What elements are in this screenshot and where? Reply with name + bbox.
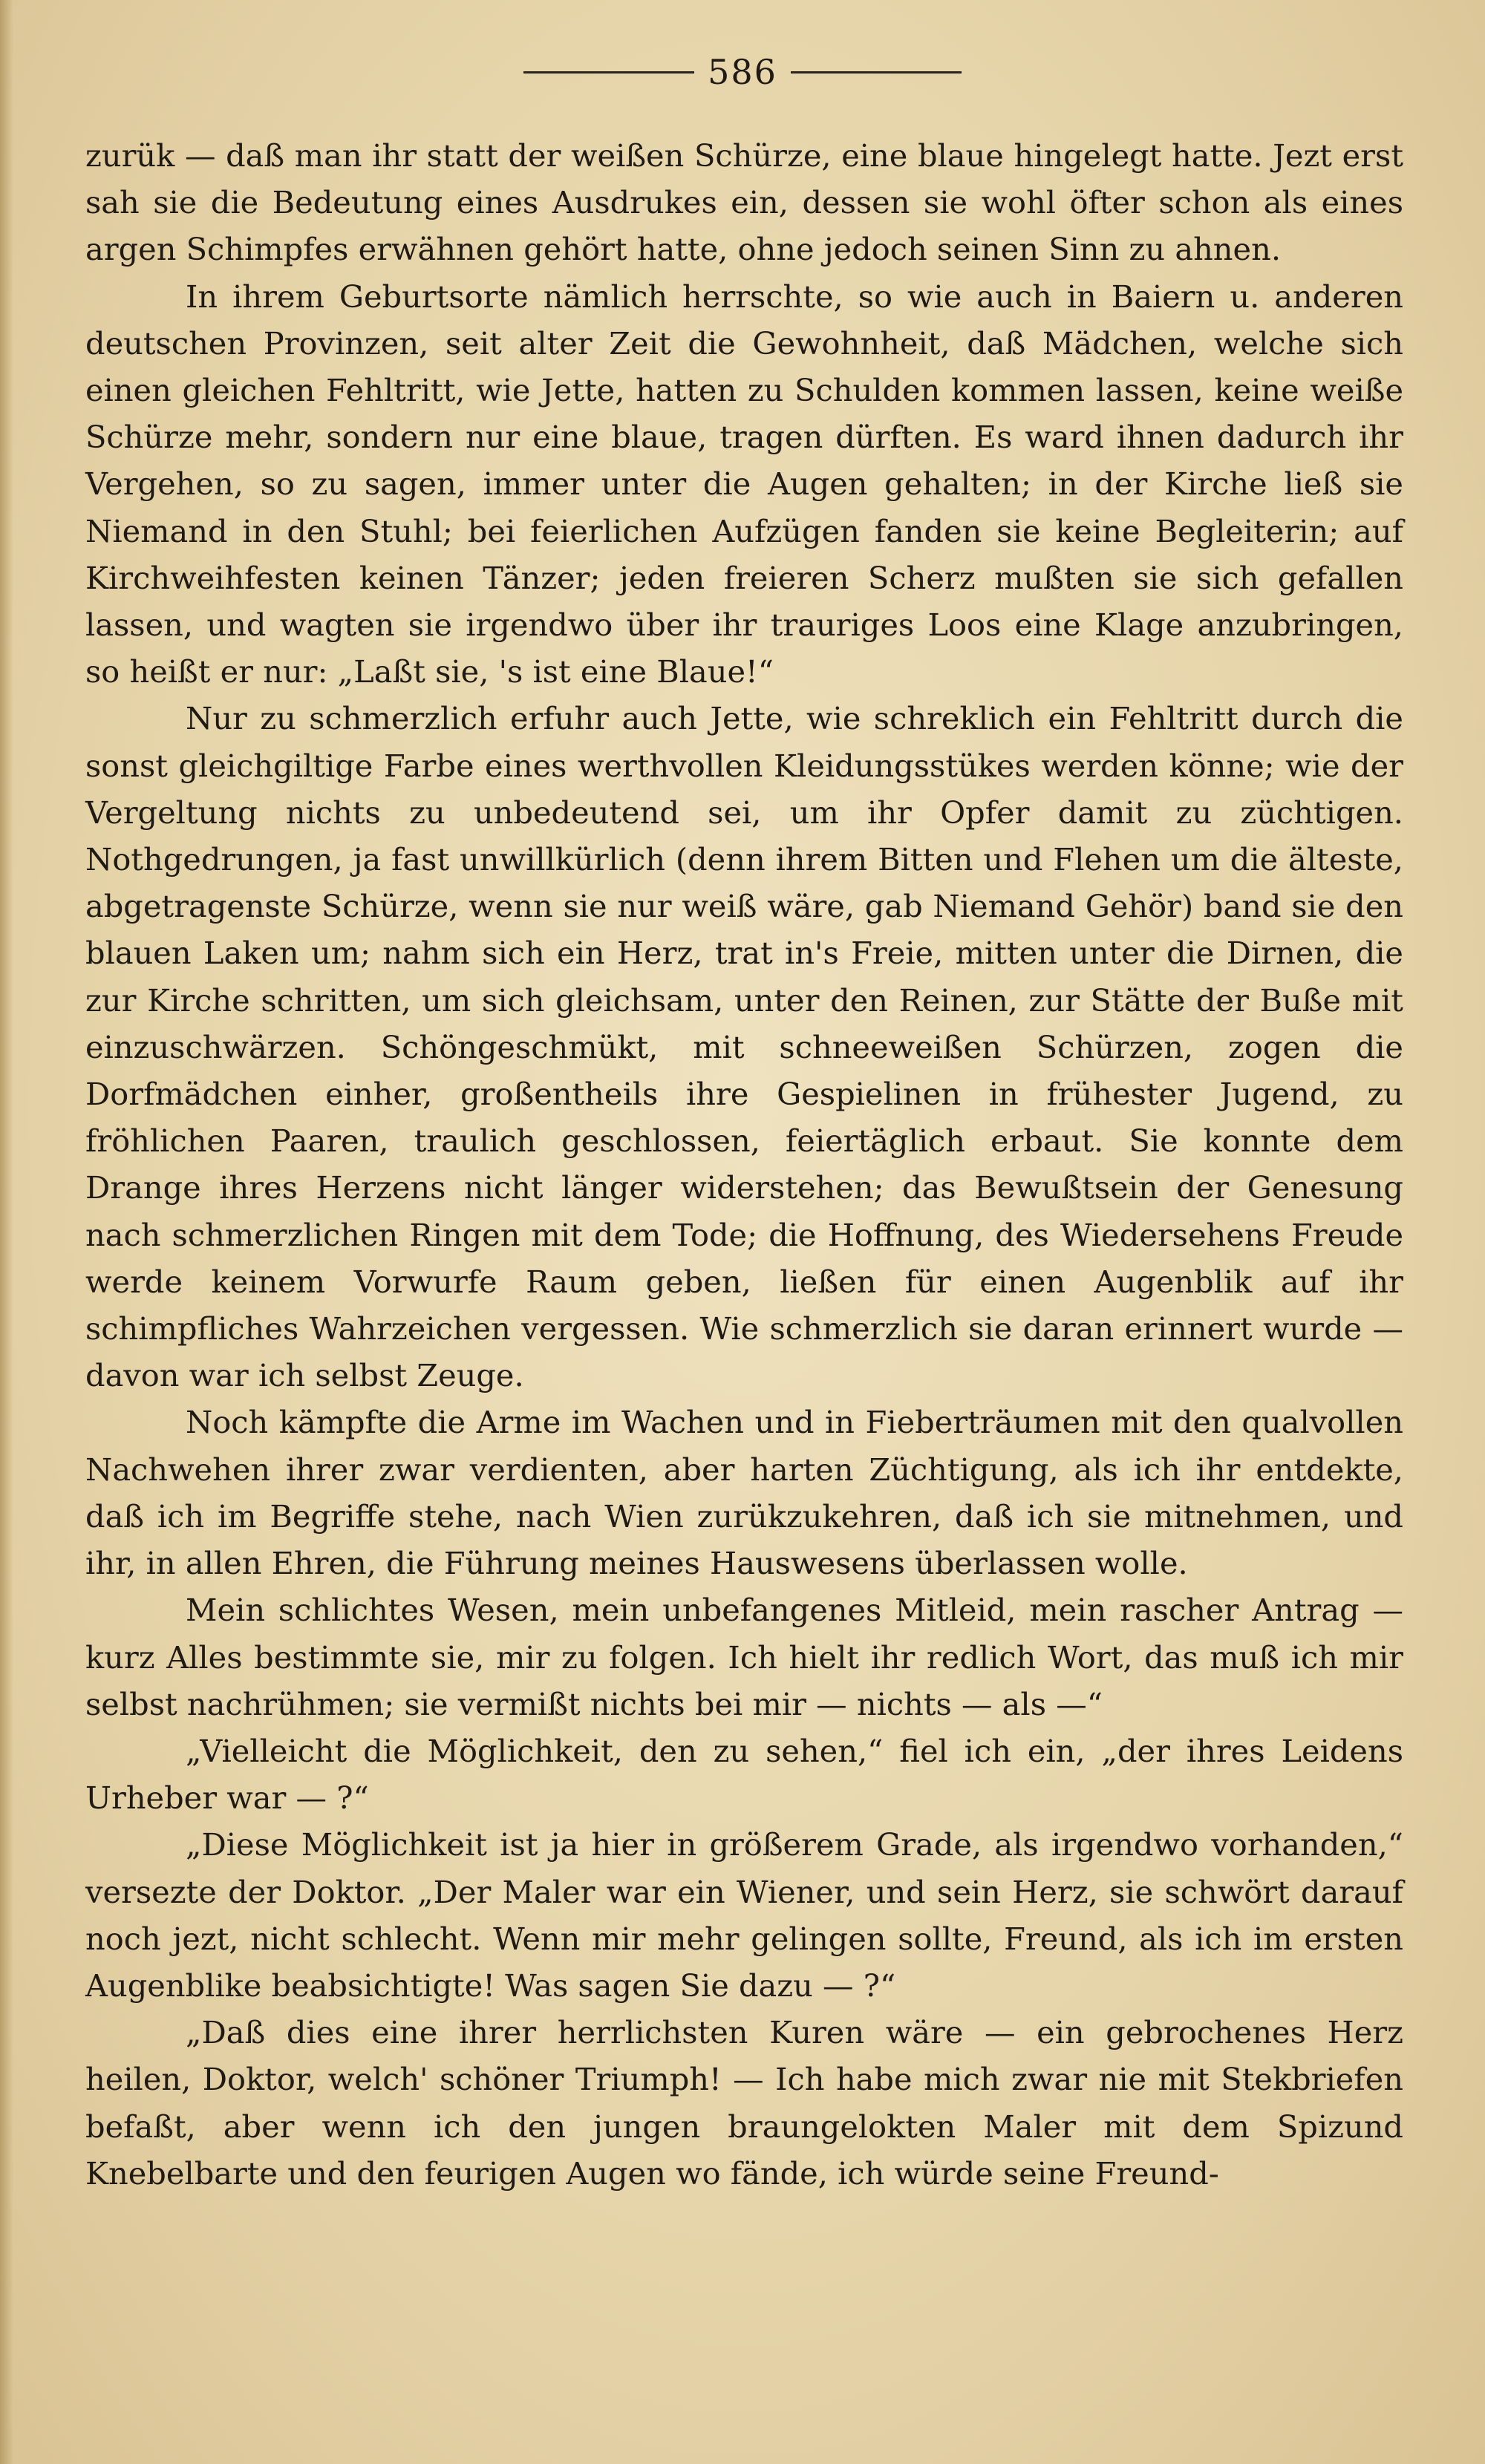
paragraph: Mein schlichtes Wesen, mein unbefangenes Mitleid, mein rascher Antrag — kurz Alles bestimmte sie, mir zu folgen. Ich hielt ihr redlich Wort, das muß ich mir selbst nachrühmen; sie vermißt nichts bei mir — nichts — als —“ (85, 1592, 1403, 1722)
paragraph: Noch kämpfte die Arme im Wachen und in Fieberträumen mit den qualvollen Nachwehen ihrer zwar verdienten, aber harten Züchtigung, als ich ihr entdekte, daß ich im Begriffe stehe, nach Wien zurükzukehren, daß ich sie mitnehmen, und ihr, in allen Ehren, die Führung meines Hauswesens überlassen wolle. (85, 1404, 1403, 1582)
page-header (0, 52, 1485, 92)
paragraph: Nur zu schmerzlich erfuhr auch Jette, wie schreklich ein Fehltritt durch die sonst gleichgiltige Farbe eines werthvollen Kleidungsstükes werden könne; wie der Vergeltung nichts zu unbedeutend sei, um ihr Opfer damit zu züchtigen. Nothgedrungen, ja fast unwillkürlich (denn ihrem Bitten und Flehen um die älteste, abgetragenste Schürze, wenn sie nur weiß wäre, gab Niemand Gehör) band sie den blauen Laken um; nahm sich ein Herz, trat in's Freie, mitten unter die Dirnen, die zur Kirche schritten, um sich gleichsam, unter den Reinen, zur Stätte der Buße mit einzuschwärzen. Schöngeschmükt, mit schneeweißen Schürzen, zogen die Dorfmädchen einher, großentheils ihre Gespielinen in frühester Jugend, zu fröhlichen Paaren, traulich geschlossen, feiertäglich erbaut. Sie konnte dem Drange ihres Herzens nicht länger widerstehen; das Bewußtsein der Genesung nach schmerzlichen Ringen mit dem Tode; die Hoffnung, des Wiedersehens Freude werde keinem Vorwurfe Raum geben, ließen für einen Augenblik auf ihr schimpfliches Wahrzeichen vergessen. Wie schmerzlich sie daran erinnert wurde — davon war ich selbst Zeuge. (85, 700, 1403, 1394)
dialogue-paragraph: „Vielleicht die Möglichkeit, den zu sehen,“ fiel ich ein, „der ihres Leidens Urheber war — ?“ (85, 1732, 1403, 1817)
header-rule-right (791, 71, 962, 73)
dialogue-paragraph: „Daß dies eine ihrer herrlichsten Kuren wäre — ein gebrochenes Herz heilen, Doktor, welch' schöner Triumph! — Ich habe mich zwar nie mit Stekbriefen befaßt, aber wenn ich den jungen braungelokten Maler mit dem Spizund Knebelbarte und den feurigen Augen wo fände, ich würde seine Freund- (85, 2014, 1403, 2192)
body-text (85, 132, 1403, 2197)
page-binding-shadow (0, 0, 13, 2464)
dialogue-paragraph: „Diese Möglichkeit ist ja hier in größerem Grade, als irgendwo vorhanden,“ versezte der Doktor. „Der Maler war ein Wiener, und sein Herz, sie schwört darauf noch jezt, nicht schlecht. Wenn mir mehr gelingen sollte, Freund, als ich im ersten Augenblike beabsichtigte! Was sagen Sie dazu — ?“ (85, 1826, 1403, 2004)
page-number: 586 (708, 52, 777, 92)
header-rule-left (523, 71, 694, 73)
paragraph: In ihrem Geburtsorte nämlich herrschte, so wie auch in Baiern u. anderen deutschen Provinzen, seit alter Zeit die Gewohnheit, daß Mädchen, welche sich einen gleichen Fehltritt, wie Jette, hatten zu Schulden kommen lassen, keine weiße Schürze mehr, sondern nur eine blaue, tragen dürften. Es ward ihnen dadurch ihr Vergehen, so zu sagen, immer unter die Augen gehalten; in der Kirche ließ sie Niemand in den Stuhl; bei feierlichen Aufzügen fanden sie keine Begleiterin; auf Kirchweihfesten keinen Tänzer; jeden freieren Scherz mußten sie sich gefallen lassen, und wagten sie irgendwo über ihr trauriges Loos eine Klage anzubringen, so heißt er nur: „Laßt sie, 's ist eine Blaue!“ (85, 278, 1403, 690)
paragraph-continuation: zurük — daß man ihr statt der weißen Schürze, eine blaue hingelegt hatte. Jezt erst sah sie die Bedeutung eines Ausdrukes ein, dessen sie wohl öfter schon als eines argen Schimpfes erwähnen gehört hatte, ohne jedoch seinen Sinn zu ahnen. (85, 137, 1403, 268)
